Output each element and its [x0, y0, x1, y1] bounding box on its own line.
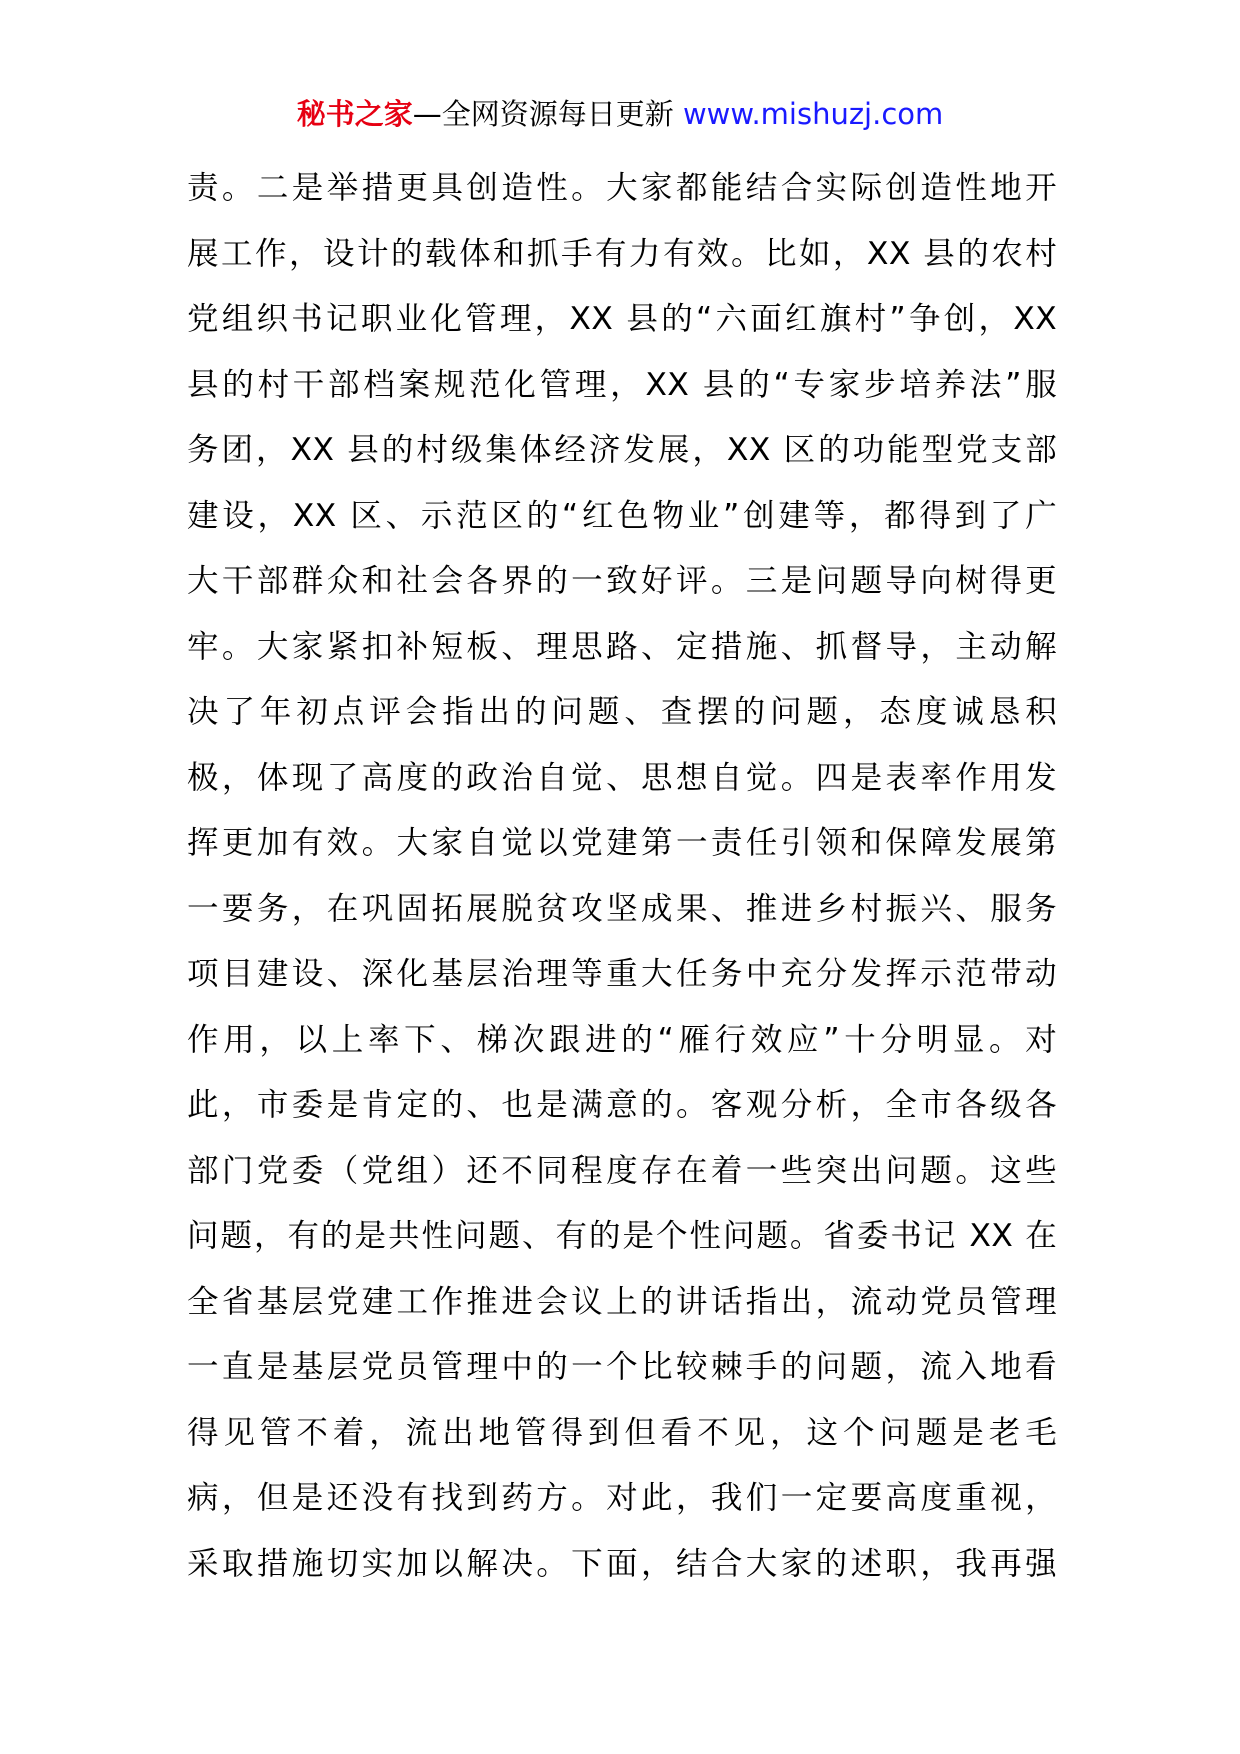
body-line: 决了年初点评会指出的问题、查摆的问题，态度诚恳积: [187, 694, 1057, 730]
body-line: 责。二是举措更具创造性。大家都能结合实际创造性地开: [187, 170, 1057, 206]
site-brand: 秘书之家: [296, 97, 413, 131]
body-line: 极，体现了高度的政治自觉、思想自觉。四是表率作用发: [187, 759, 1057, 796]
body-line: 展工作，设计的载体和抓手有力有效。比如，XX 县的农村: [187, 235, 1057, 272]
body-line: 采取措施切实加以解决。下面，结合大家的述职，我再强: [187, 1545, 1057, 1582]
body-line: 大干部群众和社会各界的一致好评。三是问题导向树得更: [187, 563, 1057, 599]
body-line: 全省基层党建工作推进会议上的讲话指出，流动党员管理: [187, 1283, 1057, 1320]
body-line: 作用，以上率下、梯次跟进的“雁行效应”十分明显。对: [187, 1021, 1057, 1058]
body-line: 建设，XX 区、示范区的“红色物业”创建等，都得到了广: [187, 497, 1057, 534]
site-slogan: —全网资源每日更新: [412, 97, 683, 131]
body-line: 得见管不着，流出地管得到但看不见，这个问题是老毛: [187, 1414, 1057, 1451]
body-line: 此，市委是肯定的、也是满意的。客观分析，全市各级各: [187, 1087, 1057, 1123]
body-line: 一要务，在巩固拓展脱贫攻坚成果、推进乡村振兴、服务: [187, 890, 1057, 927]
body-line: 务团，XX 县的村级集体经济发展，XX 区的功能型党支部: [187, 432, 1057, 468]
document-body: [187, 156, 1057, 1597]
body-line: 县的村干部档案规范化管理，XX 县的“专家步培养法”服: [187, 366, 1057, 403]
body-line: 问题，有的是共性问题、有的是个性问题。省委书记 XX 在: [187, 1218, 1057, 1254]
body-line: 牢。大家紧扣补短板、理思路、定措施、抓督导，主动解: [187, 628, 1057, 665]
body-line: 一直是基层党员管理中的一个比较棘手的问题，流入地看: [187, 1349, 1057, 1385]
body-line: 部门党委（党组）还不同程度存在着一些突出问题。这些: [187, 1152, 1057, 1189]
body-line: 挥更加有效。大家自觉以党建第一责任引领和保障发展第: [187, 825, 1057, 861]
body-line: 党组织书记职业化管理，XX 县的“六面红旗村”争创，XX: [187, 301, 1057, 337]
site-header: [0, 94, 1240, 134]
site-url-link[interactable]: www.mishuzj.com: [682, 97, 944, 131]
body-line: 项目建设、深化基层治理等重大任务中充分发挥示范带动: [187, 956, 1057, 992]
body-line: 病，但是还没有找到药方。对此，我们一定要高度重视，: [187, 1480, 1057, 1516]
